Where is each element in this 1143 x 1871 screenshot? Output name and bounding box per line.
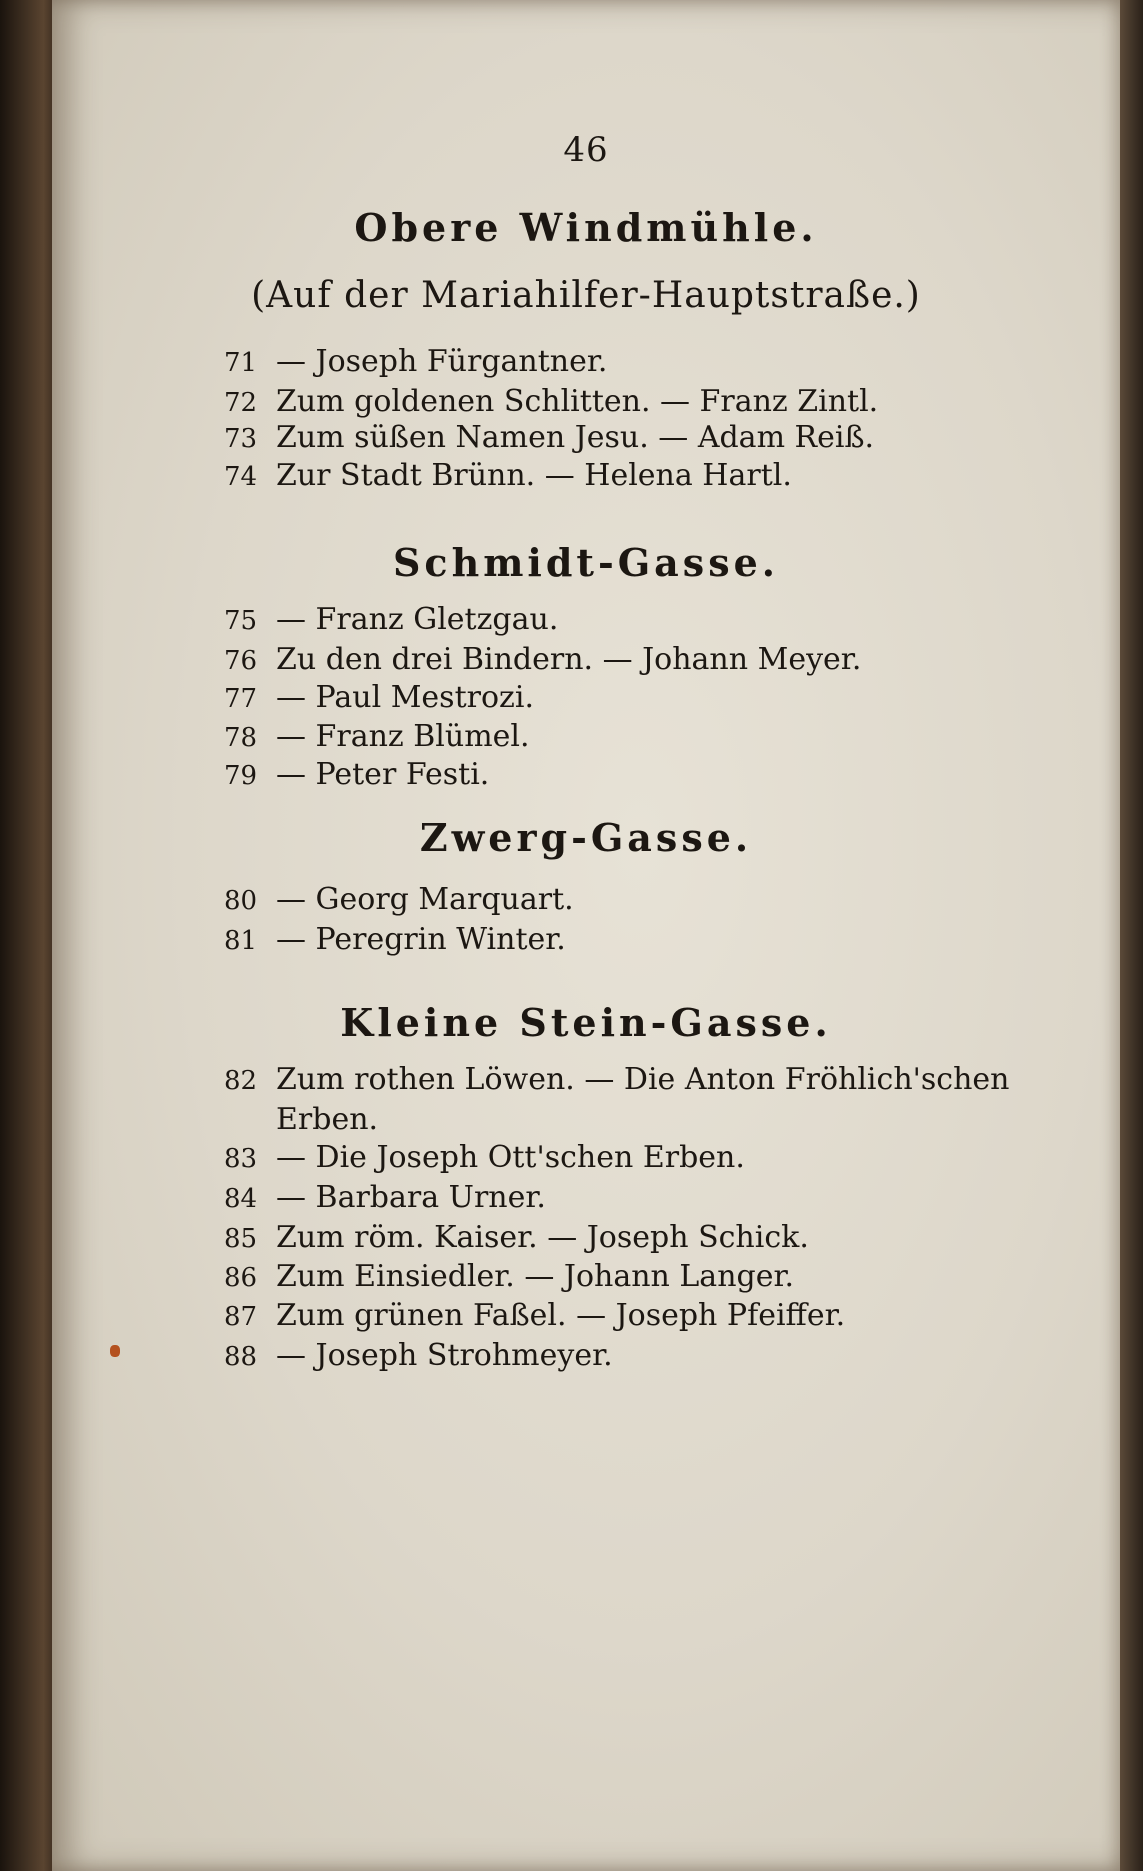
entry-text: Zum Einsiedler. — Johann Langer.: [276, 1259, 795, 1294]
entry-text: Zum röm. Kaiser. — Joseph Schick.: [276, 1220, 809, 1255]
entry-number: 83: [224, 1144, 258, 1174]
entry-text: — Die Joseph Ott'schen Erben.: [276, 1140, 745, 1175]
entry-number: 84: [224, 1184, 258, 1214]
entry-text: Zum süßen Namen Jesu. — Adam Reiß.: [276, 420, 875, 455]
list-item: [224, 717, 1100, 758]
section-heading-zwerg-gasse: Zwerg-Gasse.: [419, 815, 753, 860]
list-item: [224, 600, 1100, 641]
entry-number: 77: [224, 684, 258, 714]
section-subheading-location: (Auf der Mariahilfer-Hauptstraße.): [251, 275, 921, 316]
entry-number: 72: [224, 388, 258, 418]
entry-text: — Paul Mestrozi.: [276, 680, 534, 715]
entry-text: — Joseph Strohmeyer.: [276, 1338, 613, 1373]
entry-text: — Georg Marquart.: [276, 882, 574, 917]
entry-text: — Barbara Urner.: [276, 1180, 546, 1215]
entry-text: — Peregrin Winter.: [276, 922, 566, 957]
entry-number: 79: [224, 761, 258, 791]
section-heading-schmidt-gasse: Schmidt-Gasse.: [392, 540, 779, 585]
list-item: [224, 1257, 1100, 1298]
entry-number: 76: [224, 646, 258, 676]
entry-text: — Peter Festi.: [276, 757, 490, 792]
section-heading-obere-windmuehle: Obere Windmühle.: [354, 205, 818, 250]
list-item: [224, 342, 1100, 383]
book-page: [52, 0, 1120, 1871]
entry-number: 80: [224, 886, 258, 916]
paper-stain: [110, 1345, 120, 1357]
list-item: [224, 678, 1100, 719]
page-content: [52, 0, 1120, 1871]
entry-text: Zum rothen Löwen. — Die Anton Fröhlich'schen: [276, 1062, 1010, 1097]
list-item: [224, 1060, 1100, 1101]
entry-text: — Joseph Fürgantner.: [276, 344, 608, 379]
list-item: [224, 640, 1100, 681]
entry-text: Zum grünen Faßel. — Joseph Pfeiffer.: [276, 1298, 846, 1333]
entry-number: 87: [224, 1302, 258, 1332]
entry-number: 74: [224, 462, 258, 492]
list-item: [224, 1138, 1100, 1179]
list-item: [224, 755, 1100, 796]
entry-continuation: Erben.: [276, 1102, 379, 1137]
list-item: [224, 456, 1100, 497]
list-item: [224, 418, 1100, 459]
list-item: [224, 1296, 1100, 1337]
entry-number: 75: [224, 606, 258, 636]
entry-number: 78: [224, 723, 258, 753]
entry-number: 82: [224, 1066, 258, 1096]
entry-text: — Franz Blümel.: [276, 719, 530, 754]
entry-number: 81: [224, 926, 258, 956]
entry-number: 88: [224, 1342, 258, 1372]
section-heading-kleine-stein-gasse: Kleine Stein-Gasse.: [340, 1000, 832, 1045]
entry-text: Zum goldenen Schlitten. — Franz Zintl.: [276, 384, 879, 419]
page-edge: [1120, 0, 1143, 1871]
entry-number: 73: [224, 424, 258, 454]
page-number: 46: [563, 130, 609, 170]
entry-number: 85: [224, 1224, 258, 1254]
list-item: [224, 880, 1100, 921]
list-item: [224, 1178, 1100, 1219]
entry-text: Zu den drei Bindern. — Johann Meyer.: [276, 642, 862, 677]
entry-text: — Franz Gletzgau.: [276, 602, 559, 637]
list-item: [224, 920, 1100, 961]
list-item: [224, 382, 1100, 423]
entry-text: Zur Stadt Brünn. — Helena Hartl.: [276, 458, 792, 493]
list-item: [224, 1336, 1100, 1377]
entry-number: 86: [224, 1263, 258, 1293]
list-item: [224, 1218, 1100, 1259]
entry-number: 71: [224, 348, 258, 378]
